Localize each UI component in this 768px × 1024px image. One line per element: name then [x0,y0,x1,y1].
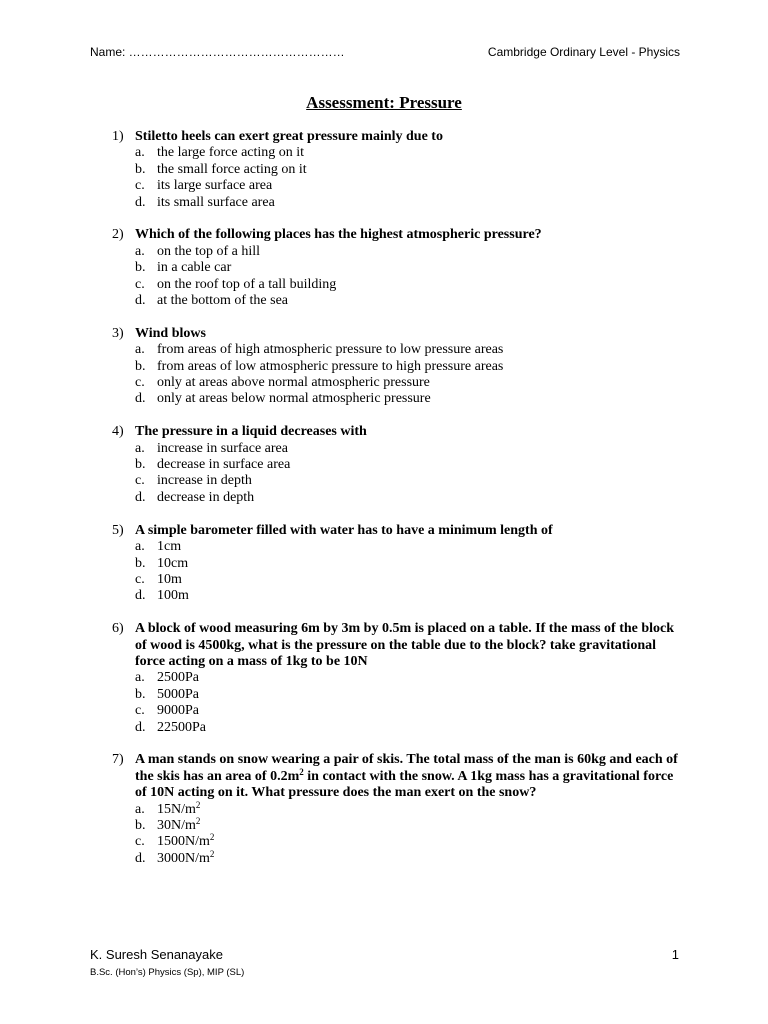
footer-author: K. Suresh Senanayake [90,947,223,962]
question-5 [112,523,684,605]
option-letter: b. [135,555,146,571]
question-text: Which of the following places has the highest atmospheric pressure? [135,227,542,243]
option-text: decrease in surface area [157,457,291,473]
option-letter: a. [135,670,145,686]
option-d [135,391,684,407]
question-text: A block of wood measuring 6m by 3m by 0.5m is placed on a table. If the mass of the block of wood is 4500kg, what is the pressure on the table due to the block? take gravitational force acting on a mass of 1kg to be 10N [135,621,675,669]
exponent: 2 [195,815,201,826]
option-text: 10m [157,571,182,587]
option-d [135,848,684,867]
option-letter: a. [135,342,145,358]
option-c [135,178,684,194]
option-text: the small force acting on it [157,161,307,177]
option-letter: b. [135,358,146,374]
name-field-line: Name: ……………………………………………… [90,45,345,59]
question-text-part: in contact with the snow. A 1kg mass has a gravitational force of 10N acting on it. What pressure does the man exert on the snow? [135,768,674,801]
page-header [90,45,680,65]
option-text: its large surface area [157,178,273,194]
course-title: Cambridge Ordinary Level - Physics [487,45,680,59]
option-a [135,539,684,555]
option-text: 100m [157,588,189,604]
option-text: 5000Pa [157,686,199,702]
assessment-title: Assessment: Pressure [306,93,462,112]
option-value: 1500N/m [157,834,210,850]
answer-options [135,441,684,507]
option-letter: b. [135,260,146,276]
option-a [135,799,684,818]
option-d [135,720,684,736]
option-text: only at areas above normal atmospheric pressure [157,375,430,391]
answer-options [135,244,684,310]
option-value: 3000N/m [157,850,210,866]
option-d [135,490,684,506]
option-letter: c. [135,703,145,719]
option-text: from areas of low atmospheric pressure to high pressure areas [157,358,504,374]
option-letter: c. [135,375,145,391]
option-b [135,359,684,375]
option-letter: a. [135,539,145,555]
option-b [135,457,684,473]
option-text: the large force acting on it [157,145,305,161]
option-letter: b. [135,161,146,177]
option-d [135,195,684,211]
option-a [135,342,684,358]
option-letter: d. [135,391,146,407]
question-number: 6) [112,621,124,637]
option-b [135,687,684,703]
option-a [135,145,684,161]
option-letter: d. [135,489,146,505]
option-letter: b. [135,457,146,473]
question-6 [112,621,684,736]
option-text: 2500Pa [157,670,199,686]
question-list [112,129,684,884]
option-text: increase in surface area [157,440,288,456]
question-1 [112,129,684,211]
option-value: 30N/m [157,817,196,833]
option-a [135,670,684,686]
footer-qualifications: B.Sc. (Hon’s) Physics (Sp), MIP (SL) [90,967,245,978]
question-text: A simple barometer filled with water has to have a minimum length of [135,522,553,538]
question-number: 1) [112,129,124,144]
option-d [135,588,684,604]
option-letter: c. [135,178,145,194]
option-b [135,260,684,276]
question-7 [112,752,684,867]
option-letter: a. [135,145,145,161]
option-letter: a. [135,801,145,817]
option-text: its small surface area [157,194,275,210]
option-text: 10cm [157,555,189,571]
option-letter: d. [135,850,146,866]
option-text: on the roof top of a tall building [157,276,337,292]
option-text: from areas of high atmospheric pressure to low pressure areas [157,342,504,358]
question-number: 2) [112,227,124,243]
question-text [135,752,684,801]
exponent: 2 [209,832,215,843]
answer-options [135,670,684,736]
option-text: 1cm [157,539,182,555]
question-number: 7) [112,752,124,768]
option-letter: c. [135,834,145,850]
option-b [135,162,684,178]
option-c [135,473,684,489]
option-letter: c. [135,473,145,489]
option-letter: a. [135,243,145,259]
option-text: increase in depth [157,473,252,489]
answer-options [135,799,684,868]
answer-options [135,145,684,211]
option-b [135,815,684,834]
question-3 [112,326,684,408]
option-text: in a cable car [157,260,232,276]
answer-options [135,342,684,408]
option-letter: b. [135,817,146,833]
exponent: 2 [195,799,201,810]
question-number: 3) [112,325,124,341]
answer-options [135,539,684,605]
question-2 [112,227,684,309]
option-letter: c. [135,571,145,587]
option-b [135,556,684,572]
option-a [135,441,684,457]
option-c [135,375,684,391]
option-letter: d. [135,293,146,309]
question-number: 5) [112,522,124,538]
question-text-part: A man stands on snow wearing a pair of skis. The total mass of the man is 60kg and each of the skis has an area of 0.2m [135,752,678,784]
option-a [135,244,684,260]
option-text: decrease in depth [157,489,255,505]
page-number: 1 [671,947,679,962]
option-letter: d. [135,194,146,210]
question-text: Stiletto heels can exert great pressure mainly due to [135,129,443,144]
option-letter: d. [135,588,146,604]
option-text: only at areas below normal atmospheric pressure [157,391,431,407]
option-text: 9000Pa [157,703,199,719]
question-text: Wind blows [135,325,206,341]
option-text: 22500Pa [157,719,206,735]
option-letter: c. [135,276,145,292]
option-letter: b. [135,686,146,702]
option-c [135,703,684,719]
question-number: 4) [112,424,124,440]
exponent: 2 [209,848,215,859]
option-c [135,834,684,850]
option-c [135,572,684,588]
option-text: at the bottom of the sea [157,293,289,309]
question-text: The pressure in a liquid decreases with [135,424,367,440]
option-value: 15N/m [157,801,196,817]
option-c [135,277,684,293]
option-text: on the top of a hill [157,243,261,259]
option-letter: d. [135,719,146,735]
question-4 [112,424,684,506]
option-d [135,293,684,309]
exponent: 2 [299,766,304,777]
option-letter: a. [135,440,145,456]
